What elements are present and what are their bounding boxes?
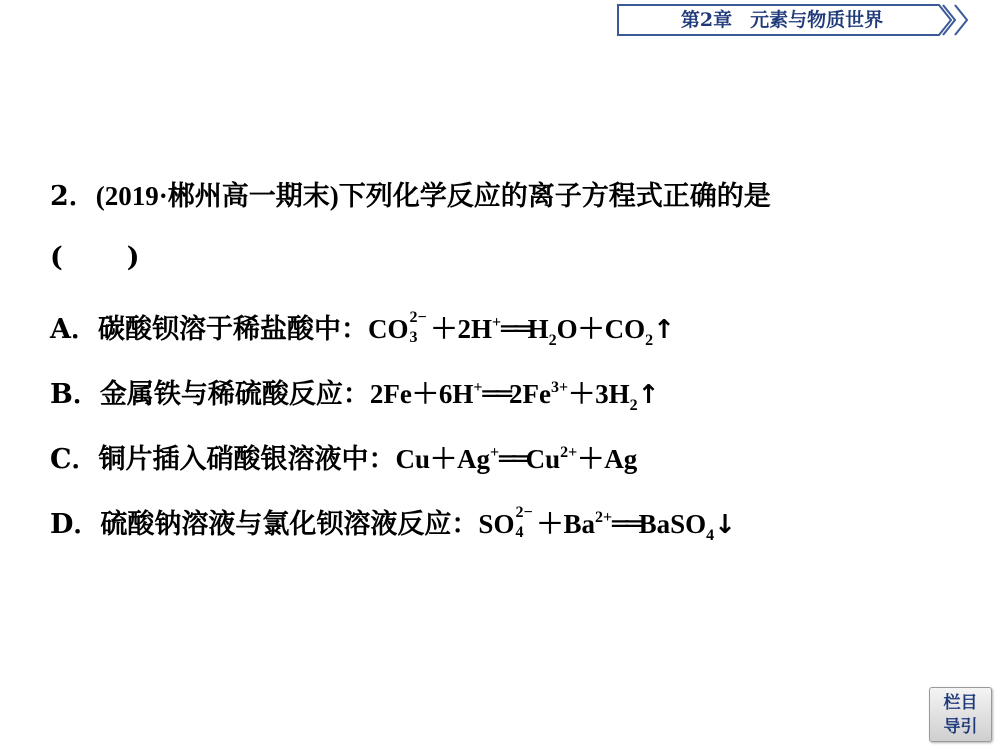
- option-text: 金属铁与稀硫酸反应：: [99, 379, 370, 410]
- question-text: 下列化学反应的离子方程式正确的是: [338, 181, 771, 212]
- gas-arrow-up-icon: ↑: [637, 380, 660, 410]
- precipitate-arrow-down-icon: ↓: [714, 510, 736, 540]
- option-letter: A．: [50, 314, 98, 345]
- option-letter: D．: [50, 509, 101, 540]
- chapter-number: 第2章: [680, 9, 733, 31]
- column-nav-button[interactable]: [929, 687, 992, 742]
- ionic-equation: $Cu+Ag^+══Cu^{2+}+Ag$: [395, 444, 638, 475]
- option-d[interactable]: [50, 498, 950, 544]
- nav-button-line1: 栏目: [943, 693, 978, 713]
- ionic-equation: CO 2− 3 $+2H^+══H_2O+CO_2↑$: [367, 308, 675, 349]
- option-text: 碳酸钡溶于稀盐酸中：: [97, 314, 368, 345]
- ionic-equation: SO 2− 4 $+Ba^{2+}══BaSO_4↓$: [478, 503, 736, 544]
- ionic-equation: $2Fe+6H^+══2Fe^{3+}+3H_2↑$: [369, 379, 660, 414]
- question-source: (2019·郴州高一期末): [95, 181, 339, 211]
- option-text: 铜片插入硝酸银溶液中：: [98, 444, 396, 475]
- nav-button-line2: 导引: [943, 717, 978, 737]
- chapter-header-banner: [617, 4, 969, 36]
- option-letter: B．: [50, 379, 100, 410]
- chapter-title: [617, 4, 947, 36]
- question-block: [50, 176, 950, 563]
- answer-parentheses: ( ): [50, 242, 140, 273]
- option-text: 硫酸钠溶液与氯化钡溶液反应：: [100, 509, 479, 540]
- option-b[interactable]: [50, 368, 950, 414]
- option-c[interactable]: [50, 433, 950, 473]
- question-stem: [50, 176, 950, 216]
- chapter-name: 元素与物质世界: [750, 9, 884, 31]
- option-letter: C．: [50, 444, 99, 475]
- option-a[interactable]: [50, 303, 950, 349]
- gas-arrow-up-icon: ↑: [653, 315, 675, 345]
- chevron-right-icon: [955, 5, 967, 35]
- question-number: 2．: [50, 181, 96, 212]
